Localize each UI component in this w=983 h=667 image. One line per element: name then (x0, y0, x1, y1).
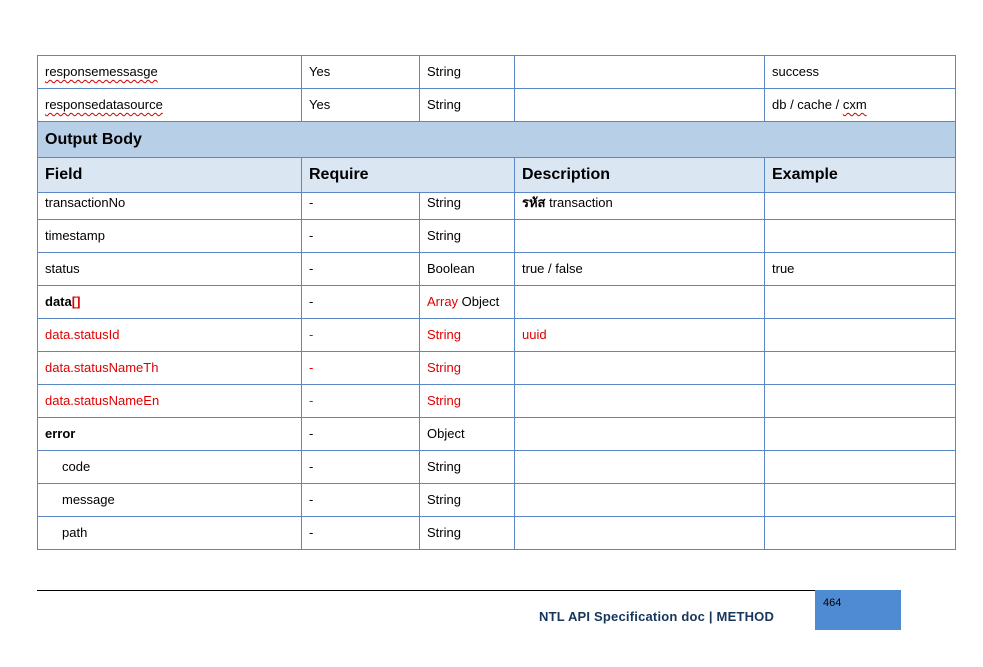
description-cell (515, 385, 765, 418)
type-cell: String (420, 193, 515, 220)
field-cell: path (38, 517, 302, 550)
example-cell (765, 352, 956, 385)
example-cell (765, 418, 956, 451)
example-cell (765, 484, 956, 517)
require-cell: Yes (302, 89, 420, 122)
footer-divider (37, 590, 815, 591)
type-cell: String (420, 484, 515, 517)
type-cell: String (420, 352, 515, 385)
field-cell: timestamp (38, 220, 302, 253)
example-cell (765, 517, 956, 550)
example-cell (765, 385, 956, 418)
table-row (38, 352, 956, 385)
description-cell (515, 89, 765, 122)
example-cell: true (765, 253, 956, 286)
table-row (38, 220, 956, 253)
example-cell: success (765, 56, 956, 89)
table-row (38, 451, 956, 484)
header-example: Example (765, 158, 956, 193)
type-cell: Boolean (420, 253, 515, 286)
table-row (38, 193, 956, 220)
description-cell (515, 451, 765, 484)
type-cell: String (420, 319, 515, 352)
page-number-box (815, 590, 901, 630)
field-cell: transactionNo (38, 193, 302, 220)
table-row (38, 418, 956, 451)
field-cell: code (38, 451, 302, 484)
table-row (38, 484, 956, 517)
require-cell: - (302, 319, 420, 352)
field-cell: data[] (38, 286, 302, 319)
table-row (38, 56, 956, 89)
type-cell: String (420, 56, 515, 89)
type-cell: String (420, 385, 515, 418)
example-cell (765, 220, 956, 253)
page-number: 464 (823, 597, 842, 609)
example-cell (765, 286, 956, 319)
require-cell: - (302, 385, 420, 418)
example-cell (765, 319, 956, 352)
section-heading-row (38, 122, 956, 158)
description-cell (515, 56, 765, 89)
description-cell (515, 220, 765, 253)
require-cell: - (302, 253, 420, 286)
field-cell: responsemessasge (38, 56, 302, 89)
description-cell: รหัส transaction (515, 193, 765, 220)
type-cell: String (420, 220, 515, 253)
header-description: Description (515, 158, 765, 193)
type-cell: String (420, 451, 515, 484)
require-cell: Yes (302, 56, 420, 89)
type-cell: Array Object (420, 286, 515, 319)
description-cell (515, 484, 765, 517)
table-row (38, 89, 956, 122)
field-cell: status (38, 253, 302, 286)
require-cell: - (302, 220, 420, 253)
table-row (38, 253, 956, 286)
require-cell: - (302, 352, 420, 385)
description-cell (515, 517, 765, 550)
description-cell (515, 286, 765, 319)
column-header-row (38, 158, 956, 193)
require-cell: - (302, 193, 420, 220)
require-cell: - (302, 418, 420, 451)
table-row (38, 286, 956, 319)
table-row (38, 319, 956, 352)
header-field: Field (38, 158, 302, 193)
field-cell: message (38, 484, 302, 517)
field-cell: data.statusNameEn (38, 385, 302, 418)
table-row (38, 517, 956, 550)
api-spec-table (37, 55, 956, 550)
table-row (38, 385, 956, 418)
field-cell: error (38, 418, 302, 451)
example-cell (765, 193, 956, 220)
field-cell: responsedatasource (38, 89, 302, 122)
type-cell: Object (420, 418, 515, 451)
require-cell: - (302, 286, 420, 319)
example-cell (765, 451, 956, 484)
example-cell: db / cache / cxm (765, 89, 956, 122)
description-cell: uuid (515, 319, 765, 352)
description-cell: true / false (515, 253, 765, 286)
footer-title: NTL API Specification doc | METHOD (539, 609, 775, 624)
require-cell: - (302, 451, 420, 484)
section-title: Output Body (38, 122, 956, 158)
require-cell: - (302, 517, 420, 550)
type-cell: String (420, 89, 515, 122)
require-cell: - (302, 484, 420, 517)
field-cell: data.statusId (38, 319, 302, 352)
type-cell: String (420, 517, 515, 550)
description-cell (515, 352, 765, 385)
header-require: Require (302, 158, 515, 193)
description-cell (515, 418, 765, 451)
field-cell: data.statusNameTh (38, 352, 302, 385)
